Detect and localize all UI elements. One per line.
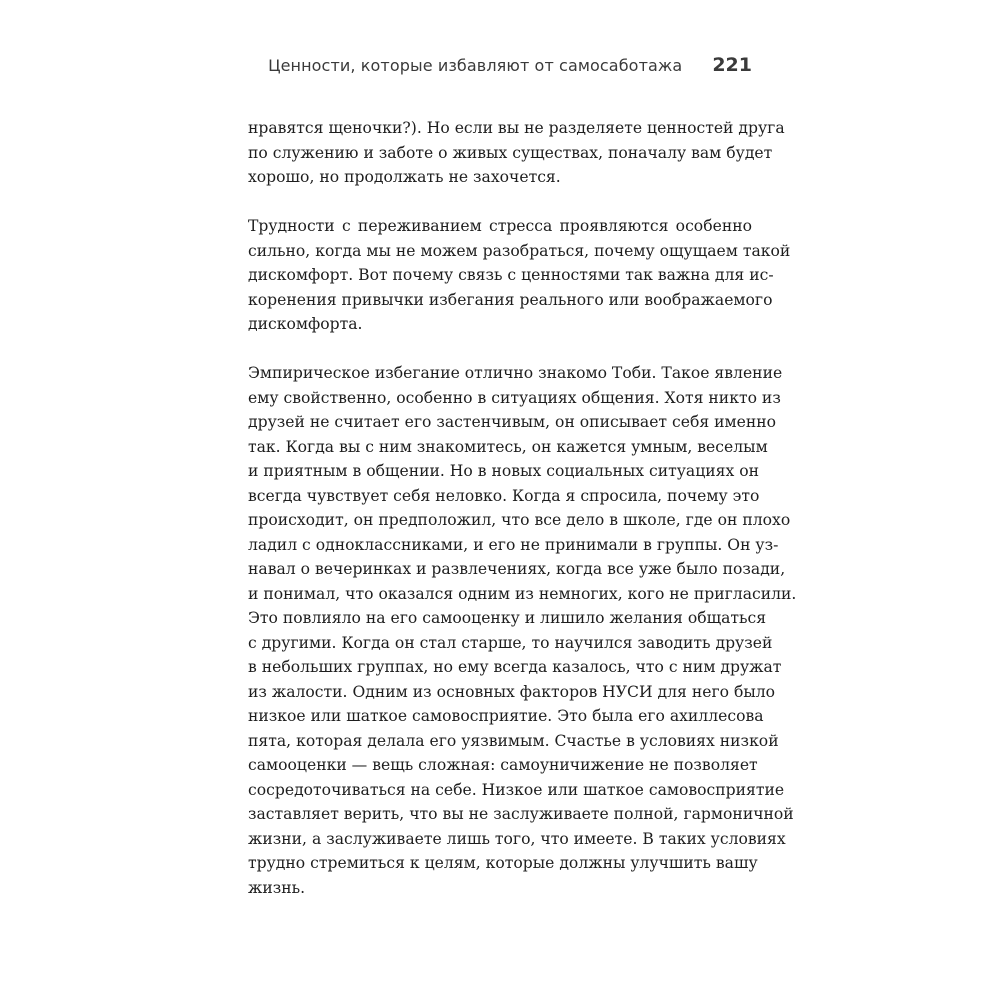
text-line: друзей не считает его застенчивым, он описывает себя именно [248, 413, 777, 431]
running-header [248, 54, 752, 76]
text-line: и понимал, что оказался одним из немногих, кого не пригласили. [248, 584, 797, 603]
text-line: из жалости. Одним из основных факторов НУСИ для него было [248, 682, 776, 701]
header-title: Ценности, которые избавляют от самосаботажа [268, 56, 683, 75]
text-line: в небольших группах, но ему всегда казалось, что с ним дружат [248, 658, 782, 676]
text-line: нравятся щеночки?). Но если вы не разделяете ценностей друга [248, 119, 785, 137]
text-line: пята, которая делала его уязвимым. Счастье в условиях низкой [248, 731, 779, 750]
text-line: Эмпирическое избегание отлично знакомо Тоби. Такое явление [248, 364, 783, 382]
text-line: сильно, когда мы не можем разобраться, почему ощущаем такой [248, 241, 791, 260]
text-line: дискомфорт. Вот почему связь с ценностями так важна для ис- [248, 266, 774, 284]
text-line: по служению и заботе о живых существах, поначалу вам будет [248, 143, 773, 162]
text-line: самооценки — вещь сложная: самоуничижение не позволяет [248, 756, 758, 774]
text-line: ему свойственно, особенно в ситуациях общения. Хотя никто из [248, 388, 781, 407]
text-line: заставляет верить, что вы не заслуживаете полной, гармоничной [248, 805, 794, 823]
paragraph [248, 214, 791, 337]
text-line: коренения привычки избегания реального или воображаемого [248, 290, 773, 309]
text-line: хорошо, но продолжать не захочется. [248, 168, 561, 186]
paragraph [248, 361, 797, 900]
text-line: дискомфорта. [248, 315, 363, 333]
text-line: происходит, он предположил, что все дело в школе, где он плохо [248, 511, 791, 529]
page-number: 221 [712, 54, 752, 76]
text-line: так. Когда вы с ним знакомитесь, он кажется умным, веселым [248, 437, 768, 456]
text-line: жизнь. [248, 878, 306, 897]
text-line: трудно стремиться к целям, которые должны улучшить вашу [248, 854, 758, 872]
text-line: Трудности с переживанием стресса проявляются особенно [248, 217, 752, 235]
text-line: с другими. Когда он стал старше, то научился заводить друзей [248, 633, 773, 652]
body-text [248, 116, 797, 925]
paragraph [248, 116, 785, 190]
text-line: и приятным в общении. Но в новых социальных ситуациях он [248, 462, 760, 480]
text-line: сосредоточиваться на себе. Низкое или шаткое самовосприятие [248, 780, 785, 799]
text-line: жизни, а заслуживаете лишь того, что имеете. В таких условиях [248, 829, 786, 848]
text-line: всегда чувствует себя неловко. Когда я спросила, почему это [248, 486, 760, 505]
text-line: навал о вечеринках и развлечениях, когда все уже было позади, [248, 560, 786, 578]
text-line: Это повлияло на его самооценку и лишило желания общаться [248, 609, 767, 627]
text-line: ладил с одноклассниками, и его не принимали в группы. Он уз- [248, 535, 779, 554]
text-line: низкое или шаткое самовосприятие. Это была его ахиллесова [248, 707, 764, 725]
